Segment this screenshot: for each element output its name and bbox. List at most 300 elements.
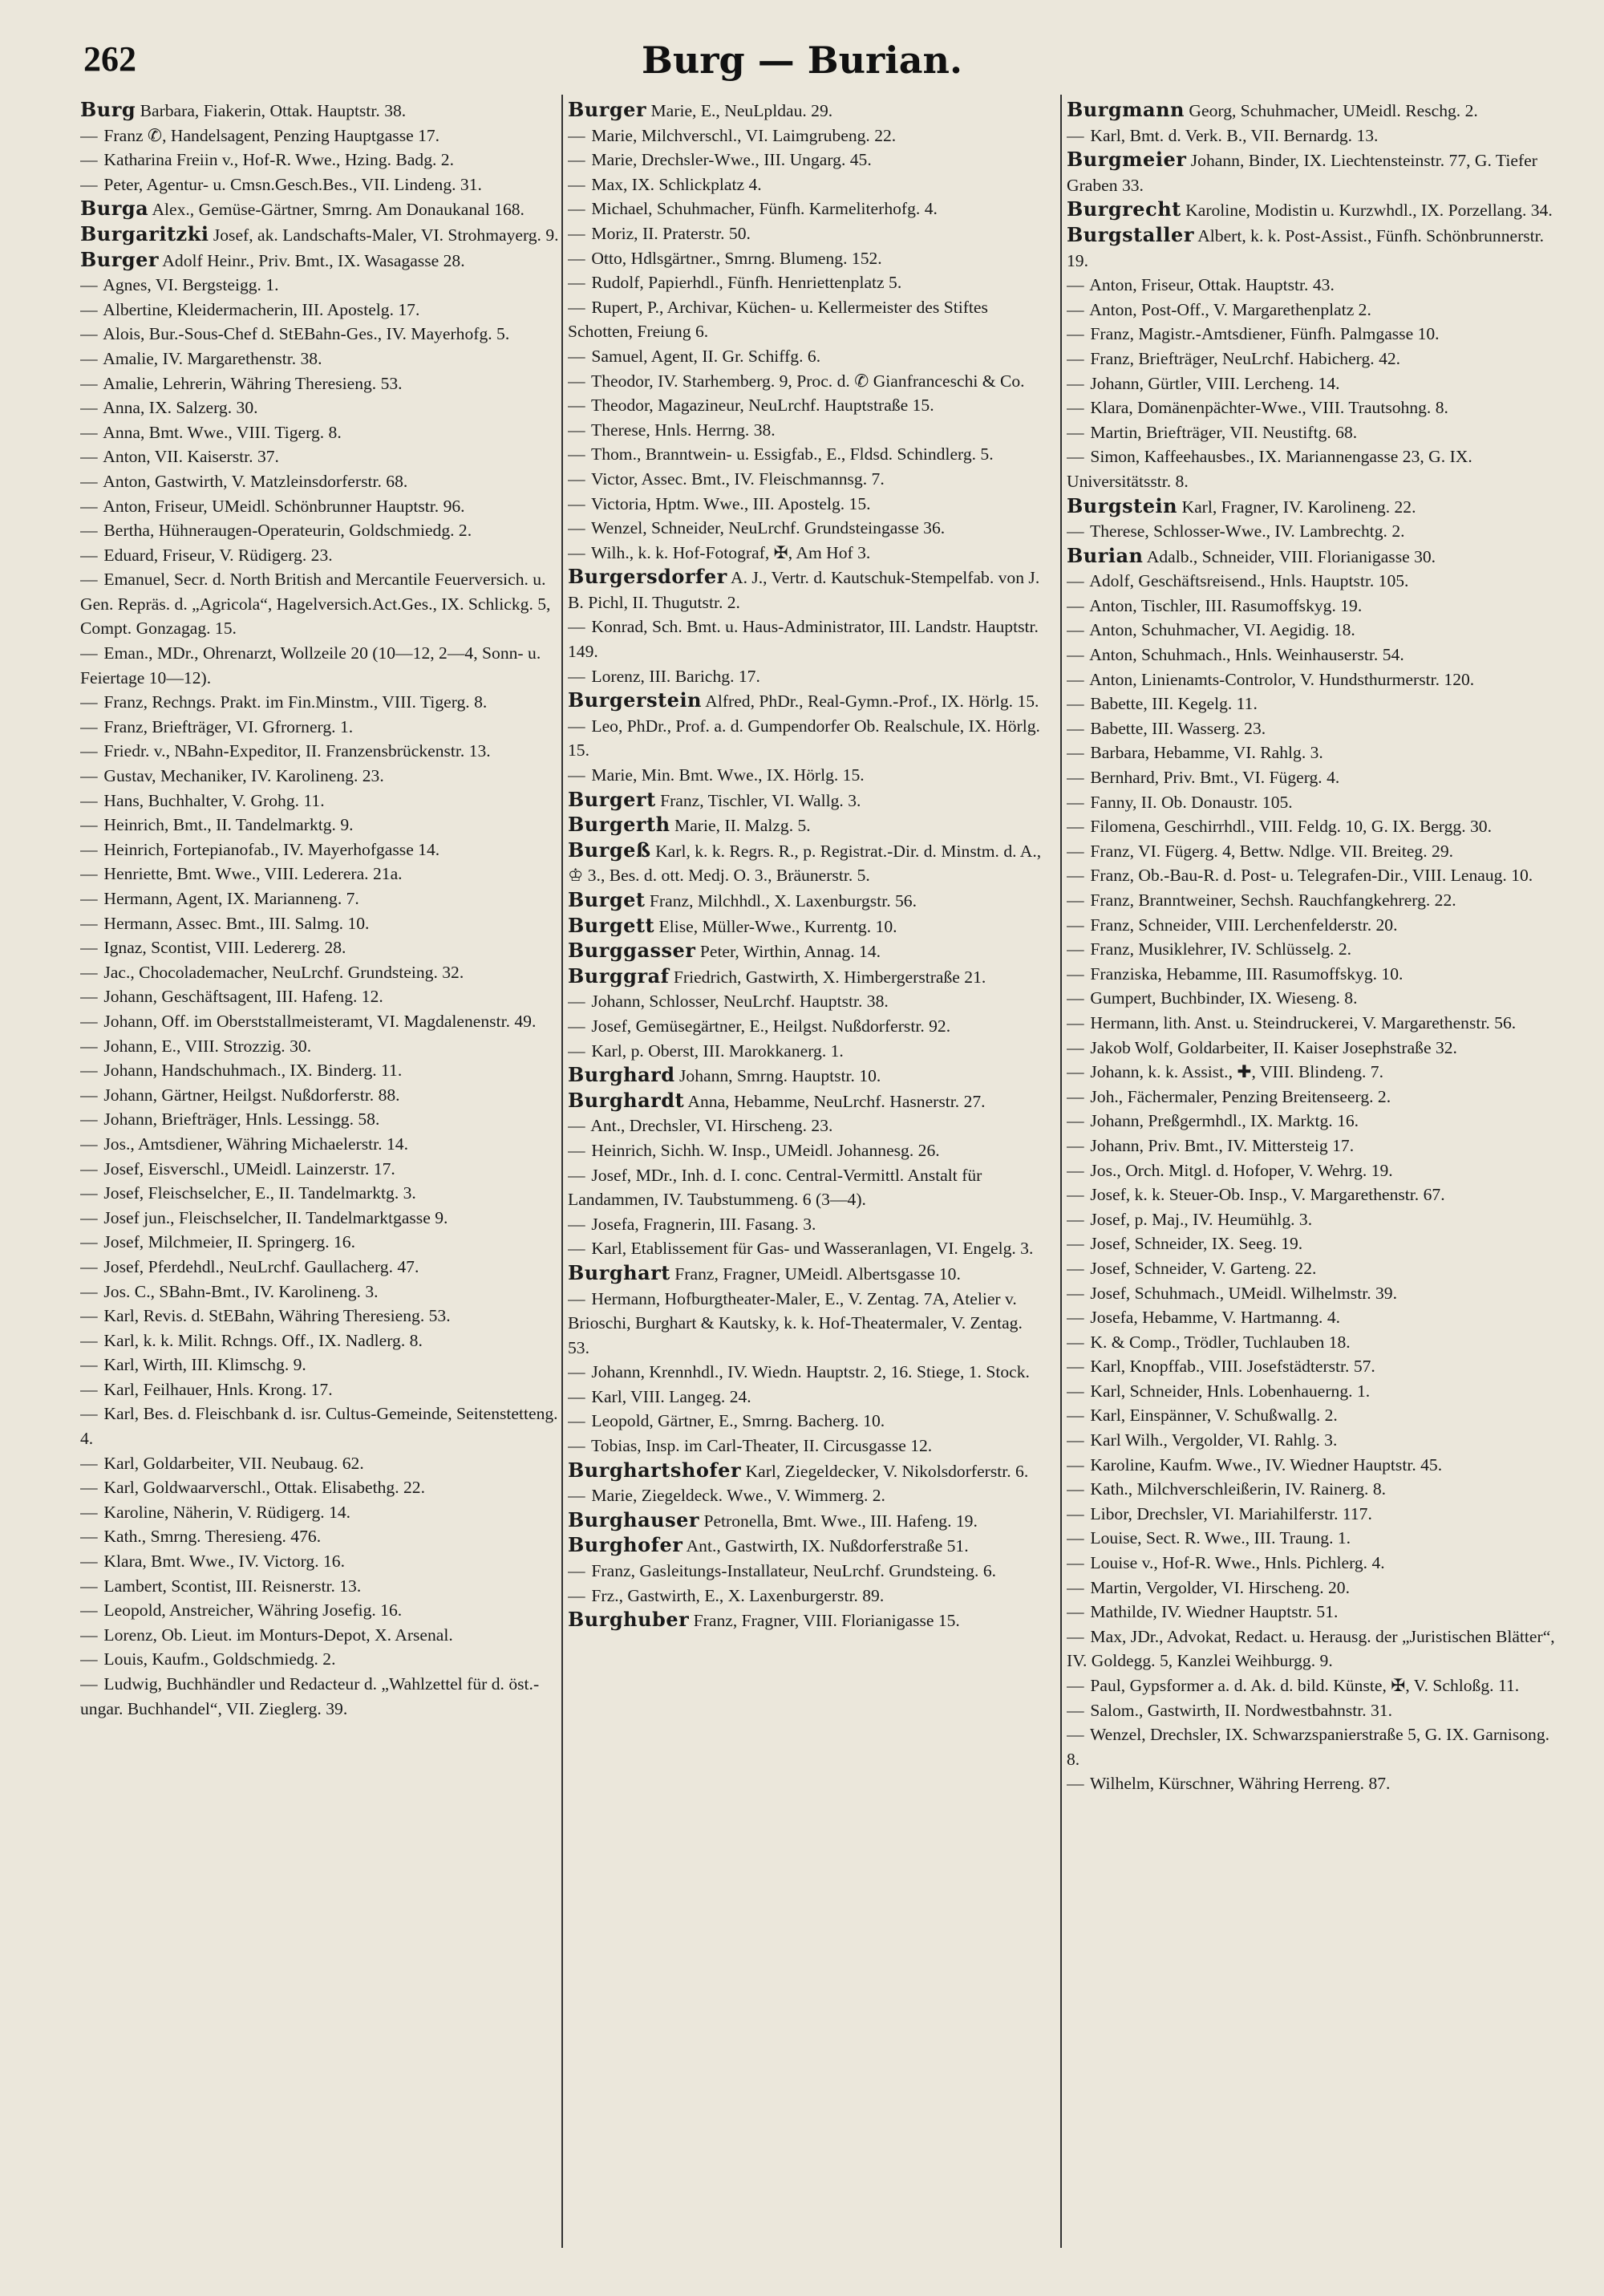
- entry-text: Karl, Feilhauer, Hnls. Krong. 17.: [103, 1379, 333, 1399]
- entry-text: Johann, Schlosser, NeuLrchf. Hauptstr. 38.: [591, 992, 889, 1012]
- entry-text: Franz, Fragner, UMeidl. Albertsgasse 10.: [674, 1264, 961, 1284]
- entry-surname: Burgstaller: [1067, 222, 1194, 246]
- entry-text: Adolf, Geschäftsreisend., Hnls. Hauptstr. 105.: [1089, 571, 1409, 591]
- entry-text: Wilhelm, Kürschner, Währing Herreng. 87.: [1090, 1774, 1391, 1794]
- directory-entry: [80, 862, 560, 886]
- entry-surname: Burghuber: [568, 1608, 690, 1632]
- ditto-dash: —: [80, 545, 98, 565]
- ditto-dash: —: [80, 839, 98, 859]
- ditto-dash: —: [80, 1036, 98, 1056]
- directory-entry: [1067, 1600, 1564, 1625]
- ditto-dash: —: [80, 766, 98, 786]
- entry-text: Louis, Kaufm., Goldschmiedg. 2.: [103, 1649, 336, 1669]
- entry-text: Leopold, Gärtner, E., Smrng. Bacherg. 10.: [591, 1411, 885, 1431]
- directory-entry: [568, 964, 1047, 990]
- ditto-dash: —: [80, 1158, 98, 1178]
- directory-entry: [80, 494, 560, 519]
- directory-entry: [1067, 1698, 1564, 1723]
- ditto-dash: —: [80, 1061, 98, 1081]
- directory-entry: [568, 418, 1047, 443]
- ditto-dash: —: [80, 1355, 98, 1375]
- ditto-dash: —: [568, 1362, 585, 1382]
- entry-text: Barbara, Fiakerin, Ottak. Hauptstr. 38.: [140, 101, 407, 120]
- entry-text: Joh., Fächermaler, Penzing Breitenseerg. 2.: [1090, 1086, 1391, 1106]
- ditto-dash: —: [80, 1379, 98, 1399]
- directory-entry: [568, 492, 1047, 517]
- directory-entry: [1067, 643, 1564, 667]
- ditto-dash: —: [1067, 620, 1084, 640]
- ditto-dash: —: [568, 444, 585, 464]
- entry-text: Ant., Drechsler, VI. Hirscheng. 23.: [590, 1116, 833, 1136]
- ditto-dash: —: [80, 962, 98, 982]
- ditto-dash: —: [1067, 792, 1084, 812]
- directory-entry: [80, 567, 560, 641]
- entry-text: Marie, E., NeuLpldau. 29.: [650, 101, 833, 120]
- ditto-dash: —: [1067, 669, 1084, 689]
- entry-text: Agnes, VI. Bergsteigg. 1.: [103, 275, 279, 295]
- directory-entry: [568, 1114, 1047, 1138]
- entry-surname: Burgmann: [1067, 98, 1185, 121]
- entry-text: Franz, Gasleitungs-Installateur, NeuLrchf. Grundsteing. 6.: [591, 1561, 997, 1581]
- ditto-dash: —: [1067, 1602, 1084, 1622]
- ditto-dash: —: [1067, 1209, 1084, 1229]
- entry-text: Gustav, Mechaniker, IV. Karolineng. 23.: [103, 766, 384, 786]
- entry-text: Franz, Branntweiner, Sechsh. Rauchfangkehrerg. 22.: [1090, 890, 1456, 910]
- directory-entry: [1067, 790, 1564, 815]
- entry-text: Johann, Smrng. Hauptstr. 10.: [679, 1066, 881, 1086]
- entry-surname: Burgrecht: [1067, 197, 1181, 221]
- ditto-dash: —: [568, 716, 585, 736]
- ditto-dash: —: [1067, 645, 1084, 665]
- entry-text: Karl, k. k. Milit. Rchngs. Off., IX. Nadlerg. 8.: [103, 1330, 423, 1350]
- directory-entry: [1067, 863, 1564, 888]
- entry-text: Wilh., k. k. Hof-Fotograf, ✠, Am Hof 3.: [591, 542, 871, 562]
- directory-entry: [568, 1236, 1047, 1261]
- ditto-dash: —: [568, 150, 585, 170]
- entry-text: Anton, Tischler, III. Rasumoffskyg. 19.: [1089, 595, 1363, 615]
- entry-text: Karl, p. Oberst, III. Marokkanerg. 1.: [591, 1041, 844, 1061]
- directory-entry: [1067, 1036, 1564, 1061]
- entry-text: Franz, Magistr.-Amtsdiener, Fünfh. Palmgasse 10.: [1090, 324, 1440, 344]
- entry-text: Anton, Linienamts-Controlor, V. Hundsthurmerstr. 120.: [1089, 669, 1475, 689]
- ditto-dash: —: [80, 1502, 98, 1522]
- directory-entry: [1067, 814, 1564, 839]
- directory-entry: [1067, 618, 1564, 643]
- directory-entry: [80, 838, 560, 862]
- entry-text: Karoline, Näherin, V. Rüdigerg. 14.: [103, 1502, 351, 1522]
- directory-entry: [1067, 839, 1564, 864]
- ditto-dash: —: [80, 348, 98, 368]
- ditto-dash: —: [1067, 1160, 1084, 1180]
- column-right: [1067, 98, 1564, 2256]
- entry-text: Leopold, Anstreicher, Währing Josefig. 16.: [103, 1600, 403, 1621]
- ditto-dash: —: [80, 1011, 98, 1031]
- ditto-dash: —: [568, 469, 585, 489]
- ditto-dash: —: [1067, 1234, 1084, 1254]
- directory-entry: [80, 1107, 560, 1132]
- directory-entry: [80, 1598, 560, 1623]
- entry-text: Emanuel, Secr. d. North British and Mercantile Feuerversich. u. Gen. Repräs. d. „Agricola“, Hagelversich.Act.Ges., IX. Schlickg. 5, Compt. Gonzagag. 15.: [80, 570, 551, 639]
- entry-text: Salom., Gastwirth, II. Nordwestbahnstr. 31.: [1090, 1700, 1393, 1720]
- directory-entry: [1067, 1134, 1564, 1158]
- ditto-dash: —: [1067, 939, 1084, 959]
- ditto-dash: —: [1067, 1357, 1084, 1377]
- directory-entry: [80, 420, 560, 445]
- ditto-dash: —: [1067, 1332, 1084, 1352]
- entry-text: Anna, Hebamme, NeuLrchf. Hasnerstr. 27.: [687, 1091, 986, 1111]
- entry-text: Josef, Schneider, IX. Seeg. 19.: [1090, 1234, 1303, 1254]
- directory-entry: [568, 888, 1047, 914]
- entry-text: Franz, Musiklehrer, IV. Schlüsselg. 2.: [1090, 939, 1352, 959]
- directory-entry: [1067, 396, 1564, 420]
- entry-text: Libor, Drechsler, VI. Mariahilferstr. 117.: [1090, 1503, 1372, 1523]
- directory-entry: [1067, 1379, 1564, 1404]
- ditto-dash: —: [1067, 768, 1084, 788]
- entry-text: Kath., Milchverschleißerin, IV. Rainerg. 8.: [1090, 1479, 1387, 1499]
- directory-entry: [568, 442, 1047, 467]
- entry-text: Therese, Schlosser-Wwe., IV. Lambrechtg. 2.: [1090, 521, 1405, 542]
- entry-text: Josefa, Hebamme, V. Hartmanng. 4.: [1090, 1308, 1341, 1328]
- ditto-dash: —: [568, 1411, 585, 1431]
- ditto-dash: —: [1067, 1258, 1084, 1278]
- ditto-dash: —: [80, 1404, 98, 1424]
- entry-text: Friedr. v., NBahn-Expeditor, II. Franzensbrückenstr. 13.: [103, 741, 491, 761]
- entry-text: Hermann, Hofburgtheater-Maler, E., V. Zentag. 7A, Atelier v. Brioschi, Burghart & Kautsky, k. k. Hof-Theatermaler, V. Zentag. 53.: [568, 1288, 1023, 1357]
- entry-text: Jac., Chocolademacher, NeuLrchf. Grundsteing. 32.: [103, 962, 464, 982]
- entry-text: Franziska, Hebamme, III. Rasumoffskyg. 10.: [1090, 963, 1404, 984]
- ditto-dash: —: [1067, 718, 1084, 738]
- entry-text: Rudolf, Papierhdl., Fünfh. Henriettenplatz 5.: [591, 273, 902, 293]
- directory-entry: [80, 1377, 560, 1402]
- directory-entry: [568, 788, 1047, 813]
- directory-entry: [1067, 197, 1564, 223]
- ditto-dash: —: [80, 150, 98, 170]
- directory-entry: [80, 764, 560, 789]
- directory-entry: [568, 1483, 1047, 1508]
- ditto-dash: —: [1067, 125, 1084, 145]
- entry-text: Anna, IX. Salzerg. 30.: [103, 398, 258, 418]
- entry-text: Elise, Müller-Wwe., Kurrentg. 10.: [658, 916, 897, 936]
- entry-text: Moriz, II. Praterstr. 50.: [591, 223, 751, 243]
- directory-entry: [80, 1451, 560, 1476]
- directory-entry: [568, 344, 1047, 369]
- entry-text: Anton, Friseur, UMeidl. Schönbrunner Hauptstr. 96.: [103, 496, 465, 516]
- directory-entry: [80, 444, 560, 469]
- entry-text: Martin, Vergolder, VI. Hirscheng. 20.: [1090, 1577, 1350, 1597]
- entry-text: Lorenz, Ob. Lieut. im Monturs-Depot, X. Arsenal.: [103, 1625, 453, 1645]
- ditto-dash: —: [80, 938, 98, 958]
- ditto-dash: —: [1067, 1725, 1084, 1745]
- ditto-dash: —: [80, 1109, 98, 1130]
- ditto-dash: —: [1067, 841, 1084, 861]
- entry-text: Josef, Schneider, V. Garteng. 22.: [1090, 1258, 1317, 1278]
- entry-text: Rupert, P., Archivar, Küchen- u. Kellermeister des Stiftes Schotten, Freiung 6.: [568, 297, 988, 342]
- entry-text: Fanny, II. Ob. Donaustr. 105.: [1090, 792, 1293, 812]
- directory-entry: [568, 1409, 1047, 1434]
- ditto-dash: —: [1067, 1700, 1084, 1720]
- ditto-dash: —: [568, 346, 585, 366]
- ditto-dash: —: [568, 1486, 585, 1506]
- entry-text: Lambert, Scontist, III. Reisnerstr. 13.: [103, 1576, 362, 1596]
- ditto-dash: —: [1067, 694, 1084, 714]
- directory-entry: [1067, 1330, 1564, 1355]
- ditto-dash: —: [80, 692, 98, 712]
- directory-entry: [1067, 1526, 1564, 1551]
- directory-entry: [1067, 594, 1564, 619]
- ditto-dash: —: [1067, 595, 1084, 615]
- entry-surname: Burget: [568, 888, 646, 911]
- directory-entry: [80, 396, 560, 420]
- directory-entry: [80, 935, 560, 960]
- entry-text: Heinrich, Fortepianofab., IV. Mayerhofgasse 14.: [103, 839, 440, 859]
- ditto-dash: —: [80, 1453, 98, 1473]
- entry-text: Josef, Milchmeier, II. Springerg. 16.: [103, 1232, 355, 1252]
- ditto-dash: —: [1067, 324, 1084, 344]
- entry-text: Marie, Min. Bmt. Wwe., IX. Hörlg. 15.: [591, 765, 865, 785]
- directory-entry: [80, 886, 560, 911]
- entry-text: Albertine, Kleidermacherin, III. Apostelg. 17.: [103, 299, 420, 319]
- entry-text: Johann, E., VIII. Strozzig. 30.: [103, 1036, 312, 1056]
- ditto-dash: —: [568, 765, 585, 785]
- ditto-dash: —: [80, 643, 98, 663]
- directory-entry: [1067, 519, 1564, 544]
- directory-entry: [1067, 1576, 1564, 1600]
- entry-text: Simon, Kaffeehausbes., IX. Mariannengasse 23, G. IX. Universitätsstr. 8.: [1067, 447, 1472, 491]
- directory-entry: [80, 1574, 560, 1599]
- ditto-dash: —: [1067, 1135, 1084, 1155]
- entry-text: Martin, Briefträger, VII. Neustiftg. 68.: [1090, 422, 1358, 442]
- ditto-dash: —: [80, 1232, 98, 1252]
- entry-surname: Burghardt: [568, 1088, 685, 1112]
- entry-text: Johann, Gürtler, VIII. Lercheng. 14.: [1090, 373, 1340, 393]
- entry-text: Johann, Handschuhmach., IX. Binderg. 11.: [103, 1061, 403, 1081]
- directory-entry: [568, 1089, 1047, 1114]
- entry-text: Josef, MDr., Inh. d. I. conc. Central-Vermittl. Anstalt für Landammen, IV. Taubstummeng. 6 (3—4).: [568, 1165, 982, 1210]
- entry-text: Thom., Branntwein- u. Essigfab., E., Fldsd. Schindlerg. 5.: [591, 444, 994, 464]
- ditto-dash: —: [568, 1041, 585, 1061]
- ditto-dash: —: [1067, 373, 1084, 393]
- entry-text: Karl, k. k. Regrs. R., p. Registrat.-Dir. d. Minstm. d. A., ♔ 3., Bes. d. ott. Medj. O. 3., Bräunerstr. 5.: [568, 841, 1042, 886]
- entry-surname: Burgett: [568, 913, 655, 937]
- ditto-dash: —: [1067, 398, 1084, 418]
- directory-entry: [80, 641, 560, 690]
- directory-entry: [1067, 1109, 1564, 1134]
- entry-text: Franz, Schneider, VIII. Lerchenfelderstr. 20.: [1090, 915, 1398, 935]
- entry-text: Alex., Gemüse-Gärtner, Smrng. Am Donaukanal 168.: [152, 200, 525, 220]
- entry-text: Heinrich, Sichh. W. Insp., UMeidl. Johannesg. 26.: [591, 1140, 940, 1160]
- entry-surname: Burghard: [568, 1063, 675, 1087]
- ditto-dash: —: [1067, 1774, 1084, 1794]
- directory-entry: [1067, 962, 1564, 987]
- entry-surname: Burgmeier: [1067, 148, 1187, 172]
- directory-entry: [80, 984, 560, 1009]
- ditto-dash: —: [1067, 422, 1084, 442]
- ditto-dash: —: [568, 992, 585, 1012]
- directory-entry: [80, 518, 560, 543]
- directory-entry: [80, 1058, 560, 1083]
- entry-text: Franz, Fragner, VIII. Florianigasse 15.: [693, 1611, 960, 1631]
- ditto-dash: —: [568, 1288, 585, 1308]
- entry-surname: Burga: [80, 197, 149, 221]
- ditto-dash: —: [80, 913, 98, 933]
- directory-entry: [568, 1014, 1047, 1039]
- ditto-dash: —: [80, 496, 98, 516]
- ditto-dash: —: [1067, 963, 1084, 984]
- directory-entry: [1067, 1403, 1564, 1428]
- column-left: [80, 98, 560, 2256]
- entry-surname: Burian: [1067, 543, 1144, 567]
- entry-text: Johann, k. k. Assist., ✚, VIII. Blindeng. 7.: [1090, 1062, 1384, 1082]
- directory-entry: [568, 1138, 1047, 1163]
- entry-text: Josefa, Fragnerin, III. Fasang. 3.: [591, 1214, 816, 1234]
- entry-text: Alfred, PhDr., Real-Gymn.-Prof., IX. Hörlg. 15.: [705, 692, 1039, 712]
- directory-entry: [568, 714, 1047, 763]
- ditto-dash: —: [568, 199, 585, 219]
- entry-text: Theodor, IV. Starhemberg. 9, Proc. d. ✆ Gianfranceschi & Co.: [591, 371, 1025, 391]
- ditto-dash: —: [80, 1281, 98, 1301]
- directory-entry: [1067, 273, 1564, 298]
- ditto-dash: —: [1067, 275, 1084, 295]
- entry-surname: Burgersdorfer: [568, 565, 727, 589]
- directory-entry: [568, 369, 1047, 394]
- entry-text: Amalie, Lehrerin, Währing Theresieng. 53.: [103, 373, 403, 393]
- entry-text: Jakob Wolf, Goldarbeiter, II. Kaiser Josephstraße 32.: [1090, 1037, 1457, 1057]
- entry-text: Johann, Gärtner, Heilgst. Nußdorferstr. 88.: [103, 1085, 400, 1105]
- entry-surname: Burgaritzki: [80, 221, 209, 245]
- entry-surname: Burgstein: [1067, 493, 1178, 517]
- ditto-dash: —: [1067, 890, 1084, 910]
- directory-entry: [80, 1230, 560, 1255]
- entry-text: Adolf Heinr., Priv. Bmt., IX. Wasagasse 28.: [162, 250, 465, 270]
- directory-entry: [80, 1304, 560, 1329]
- entry-text: Anna, Bmt. Wwe., VIII. Tigerg. 8.: [103, 422, 342, 442]
- directory-entry: [568, 124, 1047, 148]
- directory-entry: [568, 516, 1047, 541]
- ditto-dash: —: [568, 1116, 585, 1136]
- directory-entry: [80, 1009, 560, 1034]
- entry-text: Victor, Assec. Bmt., IV. Fleischmannsg. 7.: [591, 469, 885, 489]
- directory-entry: [1067, 716, 1564, 741]
- directory-entry: [568, 1039, 1047, 1064]
- entry-text: Babette, III. Kegelg. 11.: [1090, 694, 1258, 714]
- directory-entry: [568, 763, 1047, 788]
- ditto-dash: —: [568, 223, 585, 243]
- entry-surname: Burger: [568, 98, 647, 121]
- ditto-dash: —: [80, 299, 98, 319]
- entry-text: Amalie, IV. Margarethenstr. 38.: [103, 348, 322, 368]
- ditto-dash: —: [1067, 521, 1084, 542]
- entry-text: Marie, Milchverschl., VI. Laimgrubeng. 22.: [591, 125, 897, 145]
- entry-surname: Burggasser: [568, 939, 696, 963]
- entry-text: Karl, Fragner, IV. Karolineng. 22.: [1181, 497, 1416, 517]
- ditto-dash: —: [1067, 1406, 1084, 1426]
- directory-entry: [568, 1584, 1047, 1608]
- ditto-dash: —: [568, 1585, 585, 1605]
- ditto-dash: —: [568, 1436, 585, 1456]
- ditto-dash: —: [80, 987, 98, 1007]
- entry-text: Henriette, Bmt. Wwe., VIII. Lederera. 21a.: [103, 864, 403, 884]
- directory-entry: [80, 1280, 560, 1304]
- entry-text: Anton, Schuhmacher, VI. Aegidig. 18.: [1089, 620, 1355, 640]
- entry-text: Jos. C., SBahn-Bmt., IV. Karolineng. 3.: [103, 1281, 379, 1301]
- entry-text: Franz, Briefträger, VI. Gfrornerg. 1.: [103, 716, 354, 736]
- entry-text: Josef, Gemüsegärtner, E., Heilgst. Nußdorferstr. 92.: [591, 1016, 951, 1036]
- directory-entry: [568, 197, 1047, 221]
- ditto-dash: —: [1067, 1479, 1084, 1499]
- ditto-dash: —: [568, 396, 585, 416]
- directory-entry: [80, 789, 560, 813]
- ditto-dash: —: [80, 1256, 98, 1276]
- entry-text: Bertha, Hühneraugen-Operateurin, Goldschmiedg. 2.: [103, 521, 472, 541]
- entry-text: Marie, Ziegeldeck. Wwe., V. Wimmerg. 2.: [591, 1486, 885, 1506]
- directory-entry: [80, 298, 560, 322]
- directory-entry: [568, 1360, 1047, 1385]
- entry-text: Victoria, Hptm. Wwe., III. Apostelg. 15.: [591, 493, 871, 513]
- directory-entry: [80, 1034, 560, 1059]
- directory-entry: [568, 914, 1047, 939]
- entry-text: Hans, Buchhalter, V. Grohg. 11.: [103, 790, 325, 810]
- ditto-dash: —: [1067, 1283, 1084, 1303]
- directory-entry: [568, 1287, 1047, 1361]
- directory-entry: [568, 246, 1047, 271]
- entry-text: Johann, Off. im Oberststallmeisteramt, VI. Magdalenenstr. 49.: [103, 1011, 537, 1031]
- entry-surname: Burger: [80, 247, 160, 271]
- ditto-dash: —: [80, 1527, 98, 1547]
- ditto-dash: —: [1067, 1308, 1084, 1328]
- ditto-dash: —: [80, 174, 98, 194]
- directory-entry: [1067, 1502, 1564, 1527]
- ditto-dash: —: [80, 1649, 98, 1669]
- directory-entry: [1067, 1207, 1564, 1232]
- ditto-dash: —: [568, 1214, 585, 1234]
- ditto-dash: —: [1067, 1454, 1084, 1475]
- directory-entry: [568, 295, 1047, 344]
- directory-entry: [568, 1163, 1047, 1212]
- entry-text: Josef, Pferdehdl., NeuLrchf. Gaullacherg. 47.: [103, 1256, 419, 1276]
- entry-text: Johann, Geschäftsagent, III. Hafeng. 12.: [103, 987, 383, 1007]
- entry-text: Anton, VII. Kaiserstr. 37.: [103, 447, 279, 467]
- entry-text: Franz, VI. Fügerg. 4, Bettw. Ndlge. VII. Breiteg. 29.: [1090, 841, 1454, 861]
- entry-text: Karl, Wirth, III. Klimschg. 9.: [103, 1355, 306, 1375]
- ditto-dash: —: [80, 1576, 98, 1596]
- entry-text: Peter, Wirthin, Annag. 14.: [699, 942, 881, 962]
- entry-text: Josef, Eisverschl., UMeidl. Lainzerstr. 17.: [103, 1158, 395, 1178]
- entry-text: Ludwig, Buchhändler und Redacteur d. „Wahlzettel für d. öst.-ungar. Buchhandel“, VII. Zieglerg. 39.: [80, 1674, 540, 1718]
- ditto-dash: —: [80, 447, 98, 467]
- directory-entry: [1067, 1453, 1564, 1478]
- entry-text: Leo, PhDr., Prof. a. d. Gumpendorfer Ob. Realschule, IX. Hörlg. 15.: [568, 716, 1040, 761]
- ditto-dash: —: [568, 273, 585, 293]
- entry-text: Otto, Hdlsgärtner., Smrng. Blumeng. 152.: [591, 248, 882, 268]
- directory-entry: [80, 960, 560, 985]
- entry-text: Johann, Krennhdl., IV. Wiedn. Hauptstr. 2, 16. Stiege, 1. Stock.: [591, 1362, 1030, 1382]
- directory-entry: [1067, 937, 1564, 962]
- directory-entry: [1067, 1305, 1564, 1330]
- entry-text: Karl, Revis. d. StEBahn, Währing Theresieng. 53.: [103, 1306, 451, 1326]
- column-divider: [1060, 95, 1062, 2248]
- entry-text: Ant., Gastwirth, IX. Nußdorferstraße 51.: [686, 1536, 969, 1556]
- entry-text: Paul, Gypsformer a. d. Ak. d. bild. Künste, ✠, V. Schloßg. 11.: [1090, 1676, 1520, 1695]
- directory-entry: [80, 1132, 560, 1157]
- entry-surname: Burghofer: [568, 1533, 683, 1557]
- entry-text: Hermann, lith. Anst. u. Steindruckerei, V. Margarethenstr. 56.: [1090, 1012, 1517, 1032]
- entry-text: Karl, Goldarbeiter, VII. Neubaug. 62.: [103, 1453, 364, 1473]
- ditto-dash: —: [80, 471, 98, 491]
- entry-text: Anton, Friseur, Ottak. Hauptstr. 43.: [1089, 275, 1335, 295]
- ditto-dash: —: [1067, 1012, 1084, 1032]
- ditto-dash: —: [80, 1674, 98, 1694]
- column-middle: [568, 98, 1047, 2256]
